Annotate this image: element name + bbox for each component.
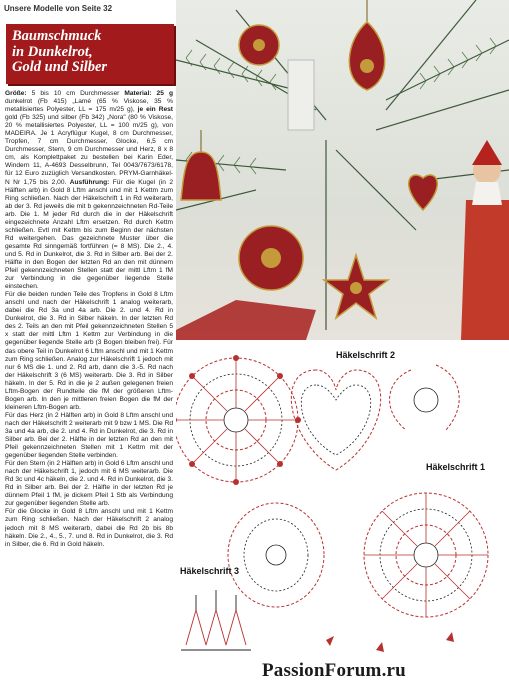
material-text-1: dunkelrot (Fb 415) „Lamé (65 % Viskose, 35 % metallisiertes Polyester, LL = 175 m/25 g), xyxy=(5,98,173,114)
diagram-label-1: Häkelschrift 1 xyxy=(426,462,486,472)
watermark-text: PassionForum.ru xyxy=(262,660,406,681)
execution-text: Für die Kugel (in 2 Hälften arb) in Gold 8 Lftm anschl und mit 1 Kettm zum Ring schließen. Nach der Häkelschrift 1 in Rd weiterarb, ab der 3. Rd jeweils die mit b gekennzeichneten Rd-Teile arb. Die 1. M jeder Rd durch die in der Häkelschrift eingezeichnete Anzahl Lftm ersetzen. Rd durch Kettm schließen. Evtl mit Kettm bis zum Beginn der nächsten Rd weitergehen. Das gezeichnete Muster über die gesamte Rd sinngemäß fortführen (= 8 MS). Die 2., 4. und 5. Rd in Dunkelrot, die 3. Rd in Silber arb. Bei der 2. Hälfte in den Bogen der letzten Rd an den mit dünnem Pfeil gekennzeichneten Stellen statt der mittl Lftm 1 fM zur Verbindung in die gegenüber liegende Stelle einstechen. xyxy=(5,178,173,291)
diagram-label-3: Häkelschrift 3 xyxy=(180,566,240,576)
article-body xyxy=(5,90,173,680)
paragraph-materials xyxy=(5,90,173,291)
paragraph-star: Für den Stern (in 2 Hälften arb) in Gold 6 Lftm anschl und nach der Häkelschrift 1, jedoch mit 6 MS weiterarb. Die Rd 3c und 4c häkeln, die 2. und 4. Rd in Dunkelrot, die 3. Rd in Silber arb. Bei der 2. Hälfte in der letzten Rd je dünnem Pfeil 1 fM, je dickem Pfeil 1 Stb als Verbindung zur gegenüber liegenden Stelle arb. xyxy=(5,460,173,508)
size-label: Größe: xyxy=(5,90,27,97)
header-note: Unsere Modelle von Seite 32 xyxy=(4,4,113,13)
diagram-label-2: Häkelschrift 2 xyxy=(336,350,396,360)
material-text-2: gold (Fb 325) und silber (Fb 342) „Nora" (80 % Viskose, 20 % metallisiertes Polyester, LL = 100 m/25 g), von MADEIRA. Je 1 Acryflügur Kugel, 8 cm Durchmesser, Tropfen, 7 cm Durchmesser, Glocke, 6,5 cm Durchmesser, Stern, 9 cm Durchmesser und Herz, 8 x 8 cm, als Komplettpaket zu bestellen bei Karin Eder, Windern 11, A-4693 Desselbrunn, Tel 0043/7673/6178, für 12 Euro zuzüglich Versandkosten. PRYM-Garnhäkel-N Nr 1,75 bis 2,00. xyxy=(5,114,173,186)
diagrams-svg xyxy=(176,340,509,690)
crochet-diagrams xyxy=(176,340,509,690)
size-text: 5 bis 10 cm Durchmesser xyxy=(26,90,120,97)
diagram-haekelschrift-3 xyxy=(181,590,251,650)
execution-label: Ausführung: xyxy=(69,178,110,186)
paragraph-drop: Für die beiden runden Teile des Tropfens in Gold 8 Lftm anschl und nach der Häkelschrift 1 analog weiterarb, dabei die Rd 3a und 4a arb. Die 2. und 4. Rd in Dunkelrot, die 3. Rd in Silber häkeln. In der letzten Rd des 2. Teils an den mit Pfeil gekennzeichneten Stellen 5 x statt der mittl Lftm 1 Kettm zur Verbindung in die gegenüber liegende Stelle arb (3 Bogen bleiben frei). Für das obere Teil in Dunkelrot 6 Lftm anschl und mit 1 Kettm zum Ring schließen. Analog zur Häkelschrift 1 jedoch mit nur 6 MS die 1. und 2. Rd arb, dann die 3.-5. Rd nach der Häkelschrift 3 (6 MS) weiterarb. Die 3. Rd in Silber häkeln. In der 5. Rd in die je 2 außen gelegenen freien Lftm-Bogen der Rundteile die fM der größeren Lftm-Bogen arb. In den je mittleren freien Bogen die fM der kleineren Lftm-Bogen arb. xyxy=(5,291,173,411)
diagram-haekelschrift-2 xyxy=(291,365,459,470)
paragraph-heart: Für das Herz (in 2 Hälften arb) in Gold 8 Lftm anschl und nach der Häkelschrift 2 weiterarb mit 9 bzw 1 MS. Die Rd 3a und 4a arb, die 2. und 4. Rd in Dunkelrot, die 3. Rd in Silber arb. Bei der 2. Hälfte in der letzten Rd an den mit Pfeil gekennzeichneten Stellen mit 1 Kettm mit der gegenüber liegenden Stelle verbinden. xyxy=(5,411,173,460)
diagram-left-top xyxy=(176,355,301,485)
article-title: Baumschmuck in Dunkelrot, Gold und Silber xyxy=(12,28,108,75)
diagram-haekelschrift-1 xyxy=(364,493,488,617)
paragraph-bell: Für die Glocke in Gold 8 Lftm anschl und mit 1 Kettm zum Ring schließen. Nach der Häkelschrift 2 analog jedoch mit 8 MS weiterarb, dabei die Rd 2b bis 8b häkeln. Die 2., 4., 5., 7. und 8. Rd in Dunkelrot, die 3. Rd in Silber, die 6. Rd in Gold häkeln. xyxy=(5,508,173,548)
material-label: Material: 25 g xyxy=(124,90,173,97)
ornament-photo xyxy=(176,0,509,340)
ornament-photo-illustration xyxy=(176,0,509,340)
diagram-lower-left xyxy=(228,503,324,607)
rest-label: je ein Rest xyxy=(134,106,173,114)
